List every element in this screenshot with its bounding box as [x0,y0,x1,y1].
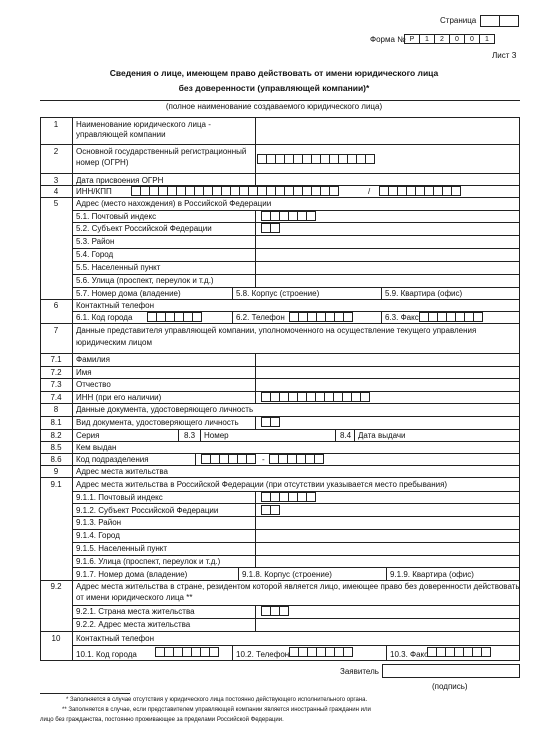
row-number: 9.2 [50,582,62,591]
address-building-label: 5.8. Корпус (строение) [236,289,320,298]
first-name-field[interactable] [256,367,519,378]
form-code-char: 1 [479,34,495,44]
res-locality-field[interactable] [256,543,519,554]
contact-phone-input[interactable] [290,647,353,657]
applicant-label: Заявитель [340,667,379,676]
foreign-address-field[interactable] [256,619,519,630]
address-locality-label: 5.5. Населенный пункт [76,263,161,272]
row-number: 9.1 [50,480,62,489]
row-label-cont: от имени юридического лица ** [76,593,193,602]
district-field[interactable] [256,236,519,247]
row-label: Основной государственный регистрационный [76,147,247,156]
row-number: 1 [53,120,59,129]
row-label: Контактный телефон [76,634,154,643]
row-label-cont: номер (ОГРН) [76,158,129,167]
input-cell[interactable] [481,647,491,657]
issued-by-label: Кем выдан [76,443,117,452]
address-city-label: 5.4. Город [76,250,114,259]
city-field[interactable] [256,249,519,260]
row-number: 8.6 [50,455,62,464]
contact-area-code-label: 10.1. Код города [76,650,137,659]
address-postal-code-label: 5.1. Почтовый индекс [76,212,157,221]
res-street-label: 9.1.6. Улица (проспект, переулок и т.д.) [76,557,221,566]
department-code-label: Код подразделения [76,455,149,464]
input-cell[interactable] [314,454,324,464]
inn-kpp-separator: / [368,187,371,196]
row-label-cont: юридическим лицом [76,338,152,347]
first-name-label: Имя [76,368,92,377]
row-label: Адрес места жительства в стране, резидентом которой является лицо, имеющее право без доверенности действовать [76,582,520,591]
res-district-field[interactable] [256,517,519,528]
row-label: Адрес места жительства в Российской Федерации (при отсутствии указывается место пребывания) [76,480,448,489]
footnote-2-cont: лицо без гражданства, постоянно проживающее за пределами Российской Федерации. [40,717,284,723]
row-number: 7.2 [50,368,62,377]
patronymic-label: Отчество [76,380,111,389]
row-label: Адрес (место нахождения) в Российской Федерации [76,199,272,208]
row-number: 7.1 [50,355,62,364]
signature-field[interactable] [382,664,520,678]
document-number-label: Номер [204,431,229,440]
row-number: 8.3 [184,431,196,440]
row-label: Адрес места жительства [76,467,169,476]
form-code-char: 2 [434,34,450,44]
form-code-char: Р [404,34,420,44]
document-series-label: Серия [76,431,100,440]
res-region-label: 9.1.2. Субъект Российской Федерации [76,506,219,515]
res-postal-code-label: 9.1.1. Почтовый индекс [76,493,163,502]
row-number: 3 [53,176,59,185]
fax-input[interactable] [420,312,483,322]
address-district-label: 5.3. Район [76,237,115,246]
row-number: 4 [53,187,59,196]
contact-phone-label: 10.2. Телефон [236,650,290,659]
address-street-label: 5.6. Улица (проспект, переулок и т.д.) [76,276,214,285]
row-number: 7 [53,326,59,335]
input-cell[interactable] [209,647,219,657]
full-name-line[interactable] [40,100,520,101]
surname-label: Фамилия [76,355,110,364]
res-building-label: 9.1.8. Корпус (строение) [242,570,332,579]
input-cell[interactable] [270,223,280,233]
document-type-input[interactable] [262,417,280,427]
contact-area-code-input[interactable] [156,647,219,657]
country-code-input[interactable] [262,606,289,616]
page-number-field[interactable] [480,15,519,27]
phone-area-code-input[interactable] [148,312,202,322]
form-code-char: 1 [419,34,435,44]
input-cell[interactable] [343,647,353,657]
input-cell[interactable] [360,392,370,402]
foreign-address-label: 9.2.2. Адрес места жительства [76,620,191,629]
res-apartment-label: 9.1.9. Квартира (офис) [390,570,474,579]
res-city-label: 9.1.4. Город [76,531,120,540]
ogrn-input[interactable] [258,154,375,164]
form-label: Форма № [370,35,406,44]
row-number: 9 [53,467,59,476]
row-number: 5 [53,199,59,208]
issued-by-field[interactable] [195,442,519,453]
input-cell[interactable] [306,211,316,221]
surname-field[interactable] [256,354,519,365]
res-street-field[interactable] [256,556,519,567]
department-code-input-2[interactable] [270,454,324,464]
input-cell[interactable] [270,505,280,515]
row-number: 10 [51,634,61,643]
company-name-field[interactable] [256,118,519,144]
signature-caption: (подпись) [432,682,468,691]
row-label: Данные представителя управляющей компании, уполномоченного на осуществление текущего управления [76,326,477,335]
address-region-label: 5.2. Субъект Российской Федерации [76,224,212,233]
form-title: Сведения о лице, имеющем право действовать от имени юридического лица [109,68,439,78]
row-number: 8.2 [50,431,62,440]
full-name-caption: (полное наименование создаваемого юридического лица) [165,102,383,111]
row-number: 7.3 [50,380,62,389]
personal-inn-label: ИНН (при его наличии) [76,393,162,402]
footnote-divider [40,693,130,694]
input-cell[interactable] [279,606,289,616]
row-label: Данные документа, удостоверяющего личность [76,405,254,414]
region-code-input[interactable] [262,223,280,233]
personal-inn-input[interactable] [262,392,370,402]
input-cell[interactable] [343,312,353,322]
row-number: 8.1 [50,418,62,427]
input-cell[interactable] [365,154,375,164]
row-number: 7.4 [50,393,62,402]
form-subtitle: без доверенности (управляющей компании)* [178,83,370,93]
page-label: Страница [440,16,477,25]
res-district-label: 9.1.3. Район [76,518,122,527]
form-code-char: 0 [449,34,465,44]
address-house-label: 5.7. Номер дома (владение) [76,289,181,298]
ogrn-date-field[interactable] [256,174,519,185]
postal-code-input[interactable] [262,211,316,221]
res-house-label: 9.1.7. Номер дома (владение) [76,570,188,579]
row-number: 6 [53,301,59,310]
kpp-input[interactable] [380,186,461,196]
street-field[interactable] [256,275,519,286]
row-label: Дата присвоения ОГРН [76,176,164,185]
footnote-1: * Заполняется в случае отсутствия у юридического лица постоянно действующего исполнительного органа. [66,697,368,703]
row-number: 2 [53,147,59,156]
inn-input[interactable] [132,186,339,196]
input-cell[interactable] [451,186,461,196]
input-cell[interactable] [329,186,339,196]
form-code-char: 0 [464,34,480,44]
res-postal-code-input[interactable] [262,492,316,502]
row-label: ИНН/КПП [76,187,112,196]
row-label: Контактный телефон [76,301,154,310]
locality-field[interactable] [256,262,519,273]
input-cell[interactable] [246,454,256,464]
res-locality-label: 9.1.5. Населенный пункт [76,544,168,553]
res-region-code-input[interactable] [262,505,280,515]
phone-number-input[interactable] [290,312,353,322]
row-number: 8.5 [50,443,62,452]
footnote-2: ** Заполняется в случае, если представителем управляющей компании является иностранный гражданин или [62,707,371,713]
fax-label: 6.3. Факс [385,313,419,322]
input-cell[interactable] [270,417,280,427]
sheet-number: Лист З [492,51,517,60]
contact-fax-label: 10.3. Факс [390,650,429,659]
issue-date-label: Дата выдачи [358,431,406,440]
input-cell[interactable] [192,312,202,322]
department-code-separator: - [262,455,265,464]
form-code [405,34,495,44]
row-number: 8.4 [340,431,352,440]
patronymic-field[interactable] [256,379,519,390]
row-label: Наименование юридического лица - [76,120,211,129]
res-city-field[interactable] [256,530,519,541]
department-code-input-1[interactable] [202,454,256,464]
phone-number-label: 6.2. Телефон [236,313,285,322]
input-cell[interactable] [306,492,316,502]
document-type-label: Вид документа, удостоверяющего личность [76,418,239,427]
input-cell[interactable] [473,312,483,322]
row-number: 8 [53,405,59,414]
row-label-cont: управляющей компании [76,130,166,139]
phone-area-code-label: 6.1. Код города [76,313,133,322]
contact-fax-input[interactable] [428,647,491,657]
foreign-country-label: 9.2.1. Страна места жительства [76,607,195,616]
address-apartment-label: 5.9. Квартира (офис) [385,289,463,298]
